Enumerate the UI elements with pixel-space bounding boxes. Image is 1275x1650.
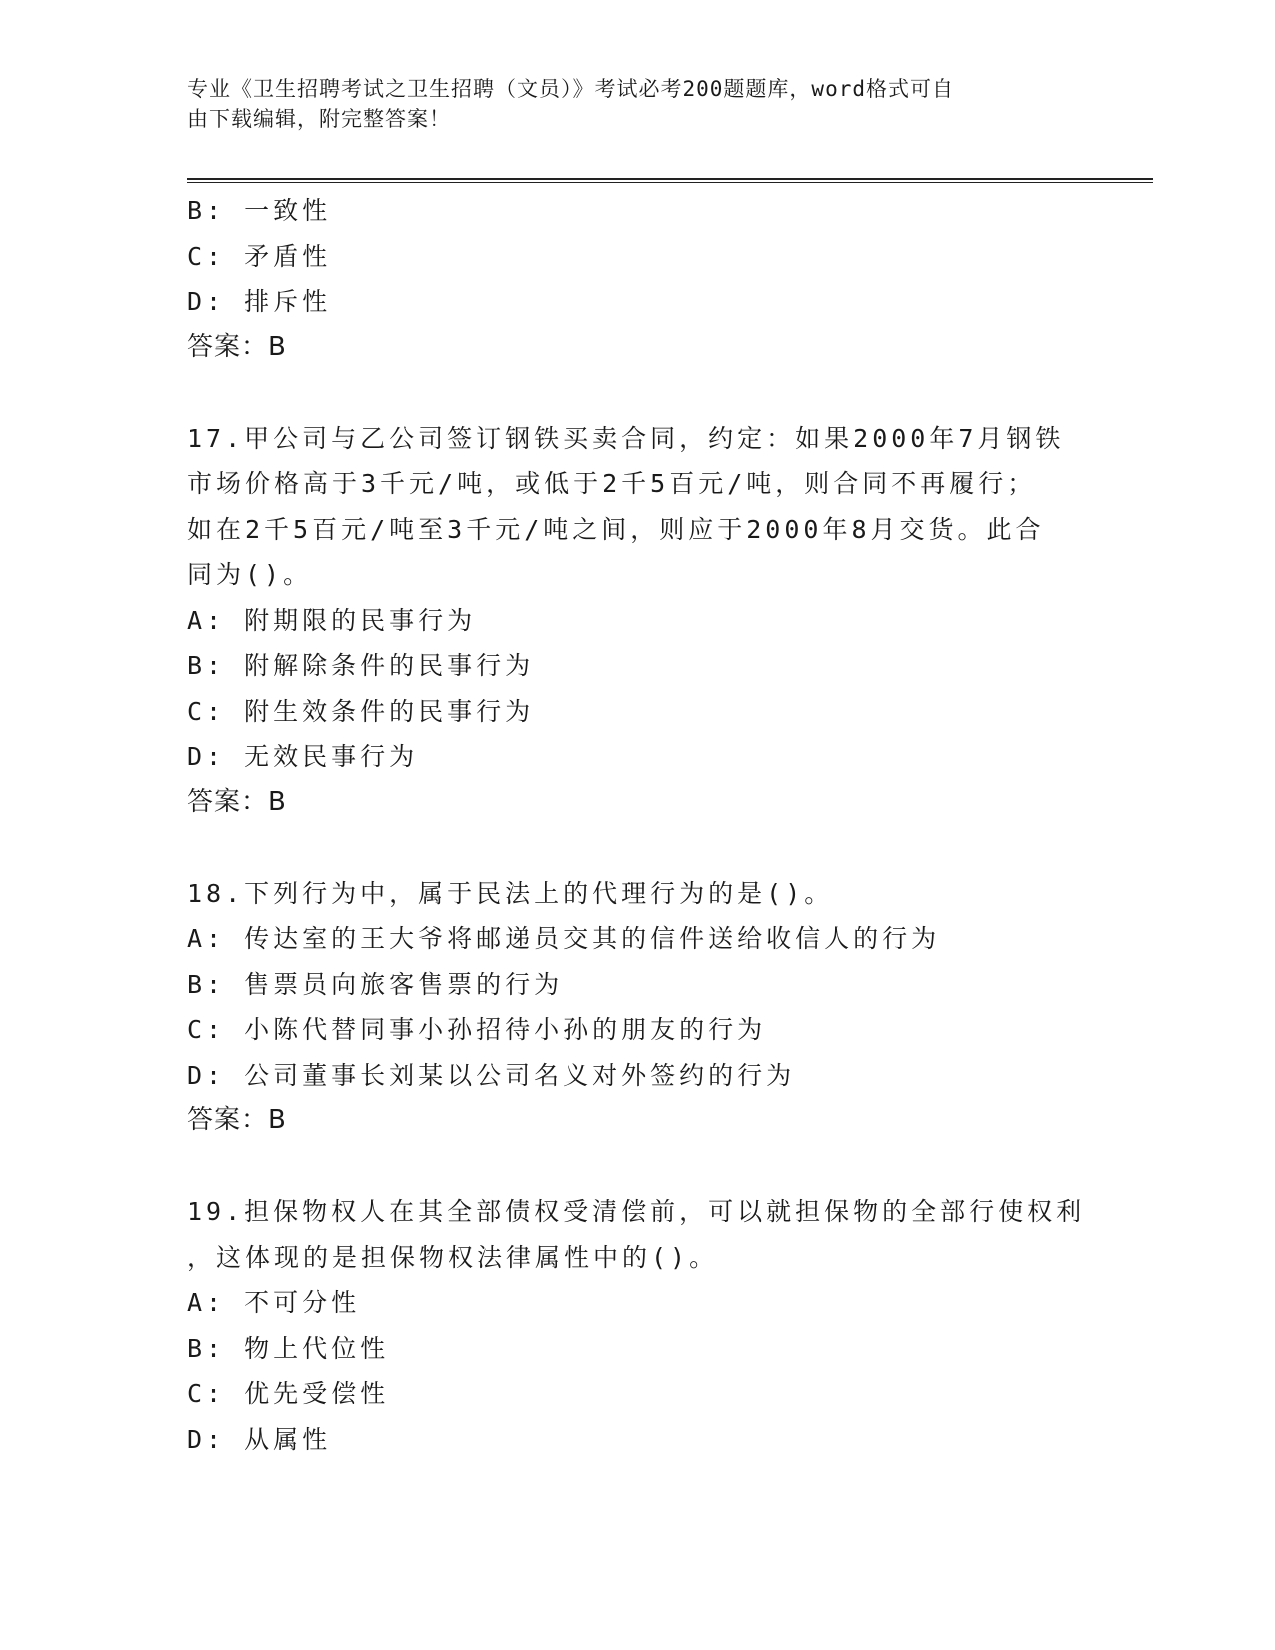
option-a: A: 传达室的王大爷将邮递员交其的信件送给收信人的行为	[187, 924, 941, 953]
option-c: C: 矛盾性	[187, 241, 332, 271]
option-c: C: 小陈代替同事小孙招待小孙的朋友的行为	[187, 1015, 767, 1044]
option-c: C: 附生效条件的民事行为	[187, 696, 535, 726]
option-a: A: 附期限的民事行为	[187, 605, 477, 635]
answer: 答案：B	[187, 331, 287, 362]
question-18	[187, 871, 1087, 1144]
option-d: D: 无效民事行为	[187, 742, 419, 771]
option-d: D: 从属性	[187, 1424, 332, 1454]
option-d: D: 公司董事长刘某以公司名义对外签约的行为	[187, 1060, 796, 1090]
option-a: A: 不可分性	[187, 1288, 361, 1317]
question-text: 19.担保物权人在其全部债权受清偿前，可以就担保物的全部行使权利	[187, 1197, 1086, 1226]
spacer	[187, 1144, 1087, 1190]
question-text: ，这体现的是担保物权法律属性中的()。	[187, 1242, 719, 1272]
header-title-line-2: 由下载编辑，附完整答案！	[187, 107, 451, 131]
document-header	[187, 74, 1067, 134]
spacer	[187, 825, 1087, 871]
spacer	[187, 370, 1087, 416]
question-list	[187, 188, 1087, 1462]
answer: 答案：B	[187, 1105, 287, 1135]
option-d: D: 排斥性	[187, 287, 332, 316]
question-19	[187, 1189, 1087, 1462]
option-b: B: 一致性	[187, 196, 332, 225]
option-c: C: 优先受偿性	[187, 1379, 390, 1408]
question-text: 如在2千5百元/吨至3千元/吨之间，则应于2000年8月交货。此合	[187, 514, 1045, 544]
question-text: 18.下列行为中，属于民法上的代理行为的是()。	[187, 878, 834, 908]
question-text: 17.甲公司与乙公司签订钢铁买卖合同，约定：如果2000年7月钢铁	[187, 423, 1065, 453]
question-17	[187, 416, 1087, 826]
answer: 答案：B	[187, 786, 287, 817]
header-title-line-1: 专业《卫生招聘考试之卫生招聘（文员）》考试必考200题题库，word格式可自	[187, 77, 954, 101]
question-text: 同为()。	[187, 560, 313, 589]
option-b: B: 附解除条件的民事行为	[187, 651, 535, 680]
header-divider	[187, 178, 1153, 183]
question-16-tail	[187, 188, 1087, 370]
option-b: B: 物上代位性	[187, 1333, 390, 1363]
question-text: 市场价格高于3千元/吨，或低于2千5百元/吨，则合同不再履行；	[187, 469, 1037, 498]
option-b: B: 售票员向旅客售票的行为	[187, 969, 564, 999]
